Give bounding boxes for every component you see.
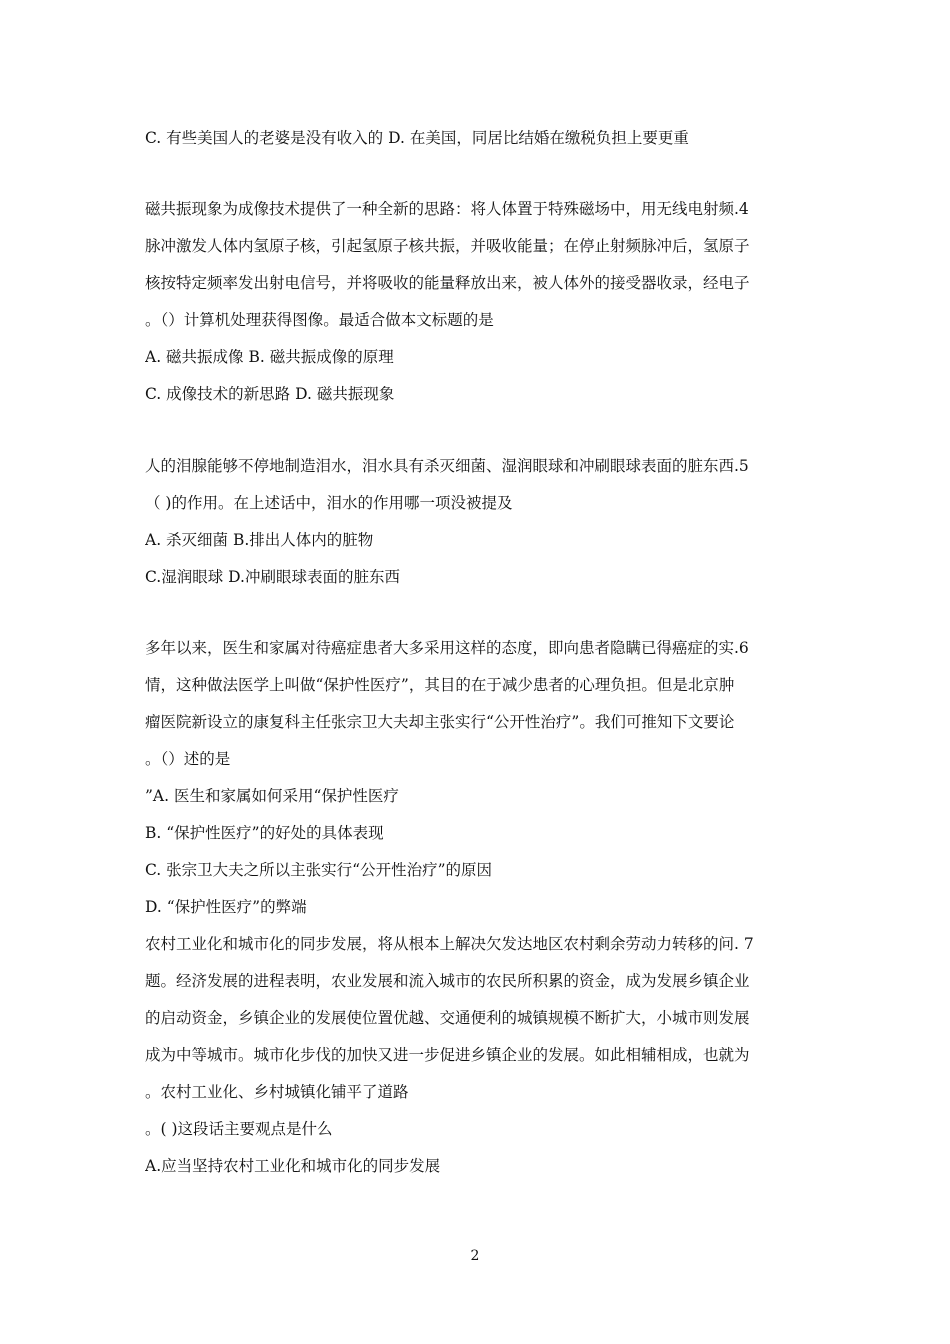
text-line: 。（）计算机处理获得图像。最适合做本文标题的是 — [145, 311, 494, 329]
text-line: 。（）述的是 — [145, 750, 231, 768]
text-line: C. 有些美国人的老婆是没有收入的 D. 在美国，同居比结婚在缴税负担上要更重 — [145, 129, 689, 147]
text-line: C.湿润眼球 D.冲刷眼球表面的脏东西 — [145, 568, 400, 586]
text-line: 农村工业化和城市化的同步发展，将从根本上解决欠发达地区农村剩余劳动力转移的问. 7 — [145, 935, 754, 953]
text-line: A. 杀灭细菌 B.排出人体内的脏物 — [145, 531, 374, 549]
text-line: B. “保护性医疗”的好处的具体表现 — [145, 824, 384, 842]
text-line: D. “保护性医疗”的弊端 — [145, 898, 307, 916]
text-line: 。农村工业化、乡村城镇化铺平了道路 — [145, 1083, 409, 1101]
text-line: 。( )这段话主要观点是什么 — [145, 1120, 333, 1138]
text-line: 成为中等城市。城市化步伐的加快又进一步促进乡镇企业的发展。如此相辅相成，也就为 — [145, 1046, 750, 1064]
text-line: 情，这种做法医学上叫做“保护性医疗”，其目的在于减少患者的心理负担。但是北京肿 — [145, 676, 735, 694]
text-line: A. 磁共振成像 B. 磁共振成像的原理 — [145, 348, 394, 366]
text-line: C. 成像技术的新思路 D. 磁共振现象 — [145, 385, 395, 403]
text-line: 瘤医院新设立的康复科主任张宗卫大夫却主张实行“公开性治疗”。我们可推知下文要论 — [145, 713, 735, 731]
text-line: 脉冲激发人体内氢原子核，引起氢原子核共振，并吸收能量；在停止射频脉冲后，氢原子 — [145, 237, 750, 255]
text-line: 的启动资金，乡镇企业的发展使位置优越、交通便利的城镇规模不断扩大，小城市则发展 — [145, 1009, 750, 1027]
text-line: A.应当坚持农村工业化和城市化的同步发展 — [145, 1157, 441, 1175]
text-line: ”A. 医生和家属如何采用“保护性医疗 — [145, 787, 399, 805]
text-line: 题。经济发展的进程表明，农业发展和流入城市的农民所积累的资金，成为发展乡镇企业 — [145, 972, 750, 990]
text-line: C. 张宗卫大夫之所以主张实行“公开性治疗”的原因 — [145, 861, 493, 879]
text-line: （ )的作用。在上述话中，泪水的作用哪一项没被提及 — [145, 494, 513, 512]
page-number: 2 — [470, 1248, 480, 1264]
text-line: 多年以来，医生和家属对待癌症患者大多采用这样的态度，即向患者隐瞒已得癌症的实.6 — [145, 639, 749, 657]
text-line: 磁共振现象为成像技术提供了一种全新的思路：将人体置于特殊磁场中，用无线电射频.4 — [145, 200, 749, 218]
text-line: 核按特定频率发出射电信号，并将吸收的能量释放出来，被人体外的接受器收录，经电子 — [145, 274, 750, 292]
text-line: 人的泪腺能够不停地制造泪水，泪水具有杀灭细菌、湿润眼球和冲刷眼球表面的脏东西.5 — [145, 457, 749, 475]
